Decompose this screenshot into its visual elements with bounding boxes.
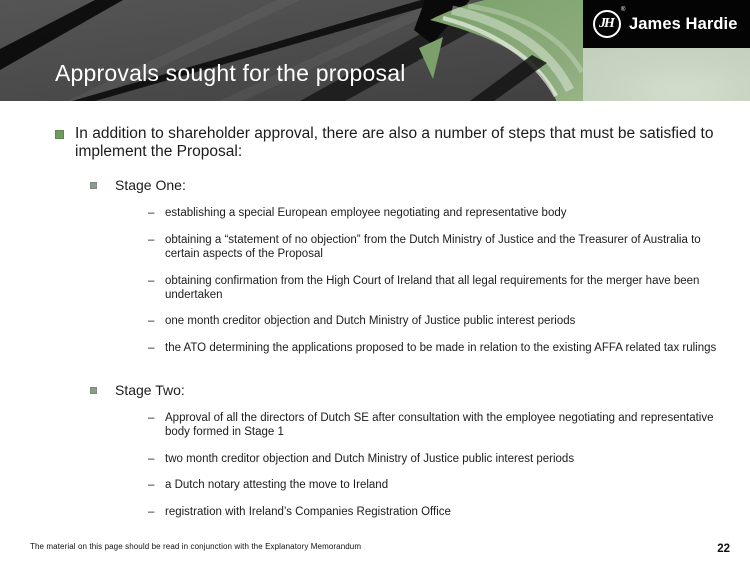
list-item — [148, 412, 720, 440]
list-item-text: obtaining a “statement of no objection” from the Dutch Ministry of Justice and the Treasurer of Australia to certain aspects of the Proposal — [165, 234, 701, 260]
stage-two-heading — [90, 382, 720, 398]
list-item-text: establishing a special European employee negotiating and representative body — [165, 207, 567, 220]
list-item — [148, 275, 720, 303]
jh-monogram-icon — [593, 9, 627, 39]
list-item-text: the ATO determining the applications proposed to be made in relation to the existing AFFA related tax rulings — [165, 342, 717, 355]
slide-body — [0, 101, 750, 520]
page-title: Approvals sought for the proposal — [55, 60, 406, 86]
list-item — [148, 234, 720, 262]
stage-one-label: Stage One: — [115, 177, 186, 194]
stage-one-heading — [90, 177, 720, 193]
intro-text: In addition to shareholder approval, there are also a number of steps that must be satisfied to implement the Proposal: — [75, 125, 714, 161]
square-bullet-icon — [90, 182, 97, 189]
list-item-text: registration with Ireland’s Companies Registration Office — [165, 506, 451, 519]
registered-trademark-symbol: ® — [621, 7, 626, 13]
list-item — [148, 453, 720, 467]
footer-note: The material on this page should be read in conjunction with the Explanatory Memorandum — [30, 542, 362, 551]
list-item-text: obtaining confirmation from the High Court of Ireland that all legal requirements for the merger have been undertaken — [165, 274, 700, 301]
dash-bullet: – — [148, 479, 155, 492]
dash-bullet: – — [148, 234, 155, 247]
slide-header — [0, 0, 750, 101]
list-item — [148, 342, 720, 356]
list-item-text: one month creditor objection and Dutch Ministry of Justice public interest periods — [165, 315, 576, 328]
dash-bullet: – — [148, 506, 155, 519]
dash-bullet: – — [148, 274, 155, 287]
intro-bullet-item — [55, 125, 720, 161]
stage-two-section — [90, 382, 720, 520]
list-item-text: Approval of all the directors of Dutch SE after consultation with the employee negotiating and representative body formed in Stage 1 — [165, 412, 714, 438]
square-bullet-icon — [55, 130, 64, 139]
list-item — [148, 506, 720, 520]
square-bullet-icon — [90, 387, 97, 394]
dash-bullet: – — [148, 342, 155, 355]
list-item-text: a Dutch notary attesting the move to Ireland — [165, 479, 389, 492]
stage-two-label: Stage Two: — [115, 381, 185, 398]
green-accent-block — [583, 48, 750, 101]
jh-monogram-circle: JH — [593, 10, 621, 38]
dash-bullet: – — [148, 207, 155, 220]
page-number: 22 — [717, 543, 730, 555]
james-hardie-logo — [583, 0, 750, 48]
dash-bullet: – — [148, 452, 155, 465]
stage-one-items — [148, 207, 720, 356]
list-item-text: two month creditor objection and Dutch Ministry of Justice public interest periods — [165, 452, 575, 465]
list-item — [148, 479, 720, 493]
stage-one-section — [90, 177, 720, 356]
logo-wordmark: James Hardie — [629, 14, 738, 33]
dash-bullet: – — [148, 412, 155, 425]
list-item — [148, 207, 720, 221]
list-item — [148, 315, 720, 329]
dash-bullet: – — [148, 315, 155, 328]
stage-two-items — [148, 412, 720, 520]
